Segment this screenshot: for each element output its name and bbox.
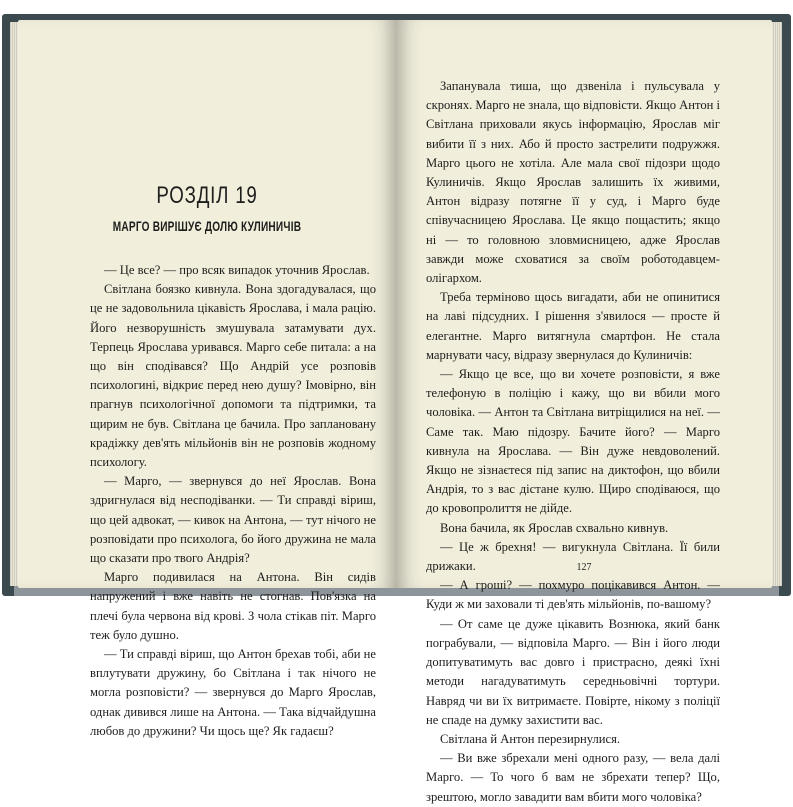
paragraph: — Марго, — звернувся до неї Ярослав. Вона здригнулася від несподіванки. — Ти справді віриш, що цей адвокат, — кивок на Антона, — тут нічого не розповідати про психолога, бо його дружина не мала що сказати про твого Андрія? xyxy=(90,474,376,566)
paragraph: — Ви вже збрехали мені одного разу, — вела далі Марго. — То чого б вам не збрехати тепер? Що, зрештою, могло завадити вам вбити мого чоловіка? xyxy=(426,751,720,804)
left-page-edges xyxy=(10,22,18,586)
left-page xyxy=(18,20,396,738)
left-page-body xyxy=(90,261,376,741)
paragraph: Вона бачила, як Ярослав схвально кивнув. xyxy=(440,520,669,535)
page-number: 127 xyxy=(576,562,592,573)
right-page xyxy=(396,20,772,804)
paragraph: — Ти справді віриш, що Антон брехав тобі, аби не вплутувати дружину, бо Світлана і так нічого не могла розповісти? — звернувся до Марго Ярослав, однак дивився лише на Антона. — Така відчайдушна любов до дружини? Чи щось ще? Як гадаєш? xyxy=(90,647,376,738)
right-page-body xyxy=(426,77,720,807)
paragraph: — От саме це дуже цікавить Вознюка, який банк пограбували, — відповіла Марго. — Він і його люди допитуватимуть вас довго і пристрасно, деякі їхні методи нагадуватимуть середньовічні тортури. Навряд чи ви їх витримаєте. Повірте, нікому з поліції не спаде на думку захистити вас. xyxy=(426,616,720,727)
right-page-edges xyxy=(772,22,782,586)
chapter-title: РОЗДІЛ 19 xyxy=(156,182,258,209)
paragraph: Запанувала тиша, що дзвеніла і пульсувала у скронях. Марго не знала, що відповісти. Якщо Антон і Світлана приховали якусь інформацію, Ярослав міг вибити її з них. Або й просто застрелити подружжя. Марго цього не хотіла. Але мала свої підозри щодо Кулиничів. Якщо Ярослав залишить їх живими, Антон відразу потягне її у суд, і Марго буде співучасницею Ярослава. Це якщо пощастить; якщо ні — то головною зловмисницею, адже Ярослав завжди може сховатися за своїм роботодавцем-олігархом. xyxy=(426,79,720,286)
paragraph: Треба терміново щось вигадати, аби не опинитися на лаві підсудних. І рішення з'явилося — просте й елегантне. Марго витягнула смартфон. Не стала марнувати часу, відразу звернулася до Кулиничів: xyxy=(426,290,720,362)
paragraph: Світлана боязко кивнула. Вона здогадувалася, що це не задовольнила цікавість Ярослава, і мала рацію. Його незворушність змушувала затамувати дух. Терпець Ярослава уривався. Марго себе питала: а на що він сподівався? Що Андрій усе розповів психологині, відкриє перед нею душу? Імовірно, він прагнув психологічної допомоги та підтримки, та щирим не був. Світлана це бачила. Про заплановану крадіжку дев'ять мільйонів він не розповів жодному психологу. xyxy=(90,282,376,470)
paragraph: — Це все? — про всяк випадок уточнив Ярослав. xyxy=(104,263,370,277)
chapter-subtitle: МАРГО ВИРІШУЄ ДОЛЮ КУЛИНИЧІВ xyxy=(112,218,302,234)
paragraph: Марго подивилася на Антона. Він сидів напружений і вже навіть не стогнав. Пов'язка на плечі була червона від крові. З чола стікав піт. Марго теж було душно. xyxy=(90,570,376,642)
paragraph: — А гроші? — похмуро поцікавився Антон. — Куди ж ми заховали ті дев'ять мільйонів, по-вашому? xyxy=(426,578,720,612)
paragraph: Світлана й Антон перезирнулися. xyxy=(440,731,621,746)
paragraph: — Якщо це все, що ви хочете розповісти, я вже телефоную в поліцію і кажу, що ви вбили мого чоловіка. — Антон та Світлана витріщилися на неї. — Саме так. Маю підозру. Бачите його? — Марго кивнула на Ярослава. — Він дуже невдоволений. Якщо не зізнаєтеся під запис на диктофон, що вбили Андрія, то з вас дістане кулю. Щиро сподіваюся, що до кровопролиття не дійде. xyxy=(426,367,720,516)
paragraph: — Це ж брехня! — вигукнула Світлана. Її били дрижаки. xyxy=(426,539,720,574)
